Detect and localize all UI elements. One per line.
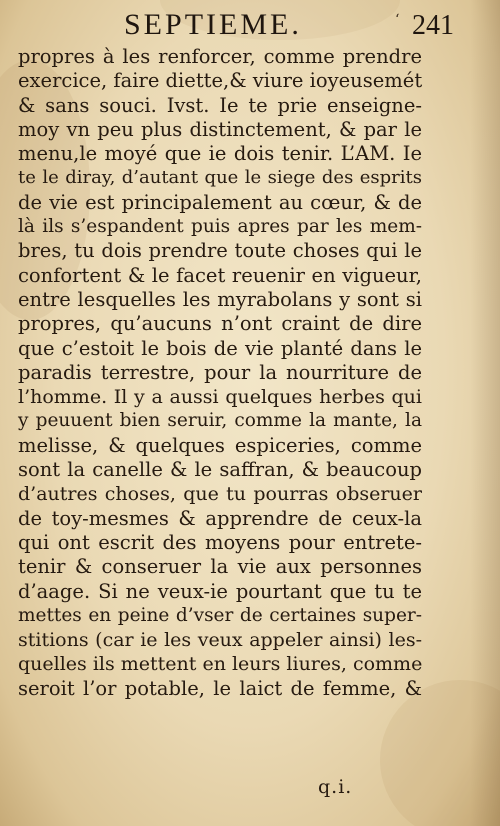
text-line: qui ont escrit des moyens pour entrete- <box>18 530 422 554</box>
text-line: entre lesquelles les myrabolans y sont si <box>18 287 422 311</box>
text-line: l’homme. Il y a aussi quelques herbes qui <box>18 386 422 409</box>
text-line: mettes en peine d’vser de certaines super- <box>18 604 422 626</box>
text-line: paradis terrestre, pour la nourriture de <box>18 360 422 384</box>
text-line: te le diray, d’autant que le siege des esprits <box>18 167 422 189</box>
text-line: quelles ils mettent en leurs liures, comme <box>18 653 423 676</box>
text-line: propres à les renforcer, comme prendre <box>18 45 422 68</box>
text-line: d’autres choses, que tu pourras obseruer <box>18 483 422 506</box>
page-number: 241 <box>412 10 454 41</box>
text-line: d’aage. Si ne veux-ie pourtant que tu te <box>18 579 422 603</box>
text-line: seroit l’or potable, le laict de femme, & <box>18 676 422 700</box>
text-line: & sans souci. Ivst. Ie te prie enseigne- <box>18 93 422 117</box>
text-line: bres, tu dois prendre toute choses qui le <box>18 239 422 263</box>
body-text <box>18 45 422 701</box>
text-line: de toy-mesmes & apprendre de ceux-la <box>18 506 422 530</box>
text-line: tenir & conseruer la vie aux personnes <box>18 555 422 579</box>
text-line: melisse, & quelques espiceries, comme <box>18 433 422 457</box>
text-line: menu,le moyé que ie dois tenir. L’AM. Ie <box>18 142 422 166</box>
text-line: confortent & le facet reuenir en vigueur, <box>18 263 422 287</box>
text-line: de vie est principalement au cœur, & de <box>18 190 422 214</box>
catchword: q.i. <box>318 776 353 798</box>
text-line: exercice, faire diette,& viure ioyeusemét <box>18 69 423 93</box>
text-line: sont la canelle & le saffran, & beaucoup <box>18 458 422 482</box>
text-line: que c’estoit le bois de vie planté dans le <box>18 336 422 360</box>
running-head: SEPTIEME. <box>124 8 302 41</box>
page-edge-shadow <box>470 0 500 826</box>
page-header <box>0 6 500 46</box>
text-line: moy vn peu plus distinctement, & par le <box>18 117 422 141</box>
printer-mark: ‘ <box>395 12 400 28</box>
text-line: là ils s’espandent puis apres par les mem- <box>18 216 422 238</box>
text-line: propres, qu’aucuns n’ont craint de dire <box>18 312 422 336</box>
text-line: stitions (car ie les veux appeler ainsi) les- <box>18 629 422 652</box>
text-line: y peuuent bien seruir, comme la mante, la <box>18 410 422 432</box>
